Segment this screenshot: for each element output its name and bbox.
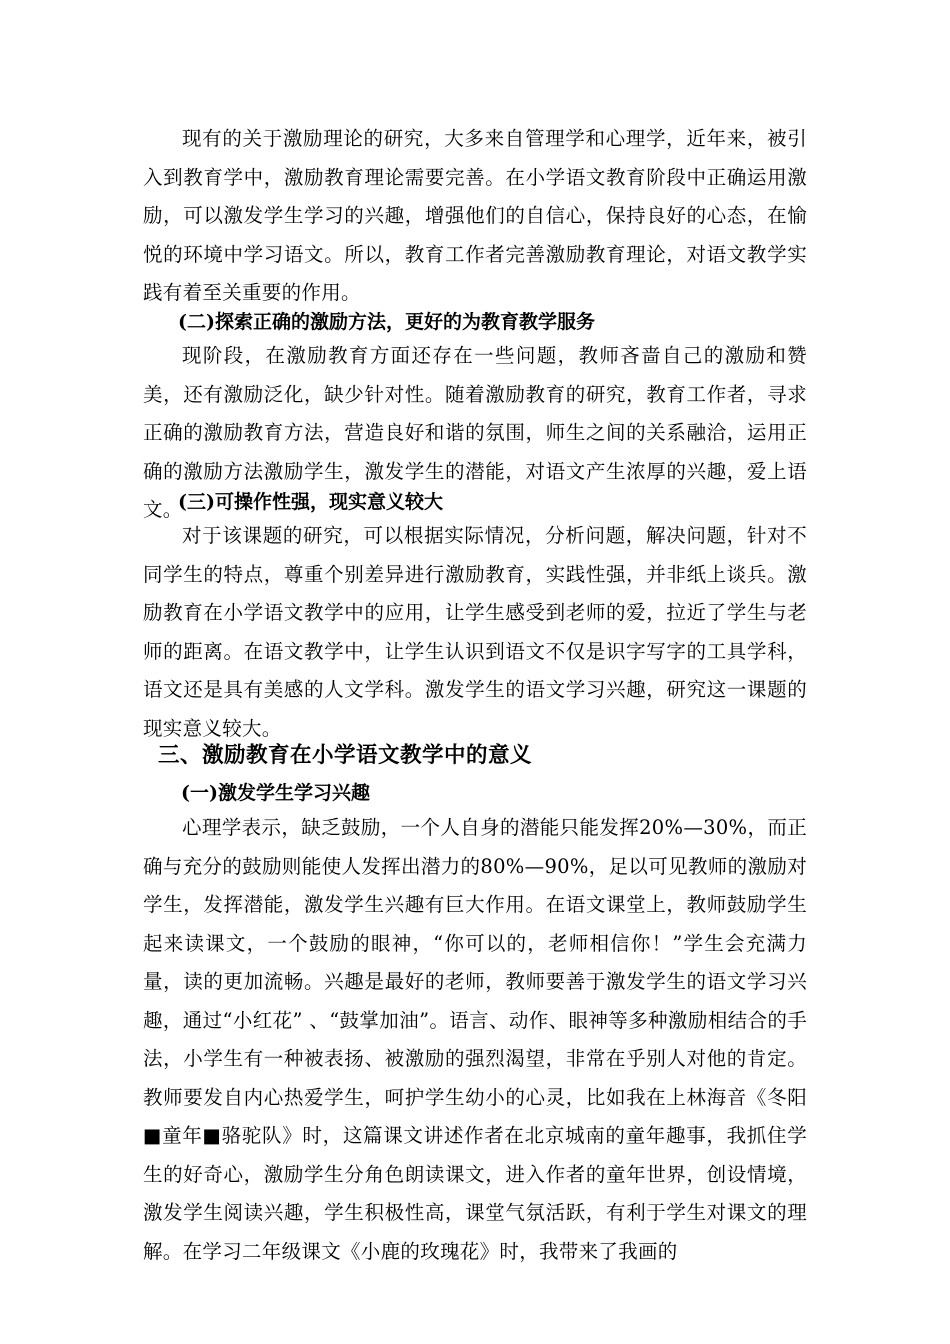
paragraph-current-problems: 现阶段，在激励教育方面还存在一些问题，教师吝啬自己的激励和赞美，还有激励泛化，缺少针对性。随着激励教育的研究，教育工作者，寻求正确的激励教育方法，营造良好和谐的氛围，师生之间的关系融洽，运用正确的激励方法激励学生，激发学生的潜能，对语文产生浓厚的兴趣，爱上语文。 — [143, 344, 807, 521]
section-heading-significance: 三、激励教育在小学语文教学中的意义 — [158, 743, 533, 768]
subheading-explore-methods: (二)探索正确的激励方法，更好的为教育教学服务 — [178, 311, 595, 333]
subheading-operability: (三)可操作性强，现实意义较大 — [178, 491, 443, 513]
paragraph-theory-improvement: 现有的关于激励理论的研究，大多来自管理学和心理学，近年来，被引入到教育学中，激励教育理论需要完善。在小学语文教育阶段中正确运用激励，可以激发学生学习的兴趣，增强他们的自信心，保持良好的心态，在愉悦的环境中学习语文。所以，教育工作者完善激励教育理论，对语文教学实践有着至关重要的作用。 — [143, 127, 807, 304]
paragraph-psychology-encouragement: 心理学表示，缺乏鼓励，一个人自身的潜能只能发挥20%—30%，而正确与充分的鼓励则能使人发挥出潜力的80%—90%，足以可见教师的激励对学生，发挥潜能，激发学生兴趣有巨大作用。在语文课堂上，教师鼓励学生起来读课文，一个鼓励的眼神，“你可以的，老师相信你！”学生会充满力量，读的更加流畅。兴趣是最好的老师，教师要善于激发学生的语文学习兴趣，通过“小红花” 、“鼓掌加油”。语言、动作、眼神等多种激励相结合的手法，小学生有一种被表扬、被激励的强烈渴望，非常在乎别人对他的肯定。教师要发自内心热爱学生，呵护学生幼小的心灵，比如我在上林海音《冬阳■童年■骆驼队》时，这篇课文讲述作者在北京城南的童年趣事，我抓住学生的好奇心，激励学生分角色朗读课文，进入作者的童年世界，创设情境，激发学生阅读兴趣，学生积极性高，课堂气氛活跃，有利于学生对课文的理解。在学习二年级课文《小鹿的玫瑰花》时，我带来了我画的 — [143, 816, 807, 1263]
paragraph-research-practicality: 对于该课题的研究，可以根据实际情况，分析问题，解决问题，针对不同学生的特点，尊重个别差异进行激励教育，实践性强，并非纸上谈兵。激励教育在小学语文教学中的应用，让学生感受到老师的爱，拉近了学生与老师的距离。在语文教学中，让学生认识到语文不仅是识字写字的工具学科，语文还是具有美感的人文学科。激发学生的语文学习兴趣，研究这一课题的现实意义较大。 — [143, 524, 807, 740]
subheading-stimulate-interest: (一)激发学生学习兴趣 — [181, 782, 370, 804]
